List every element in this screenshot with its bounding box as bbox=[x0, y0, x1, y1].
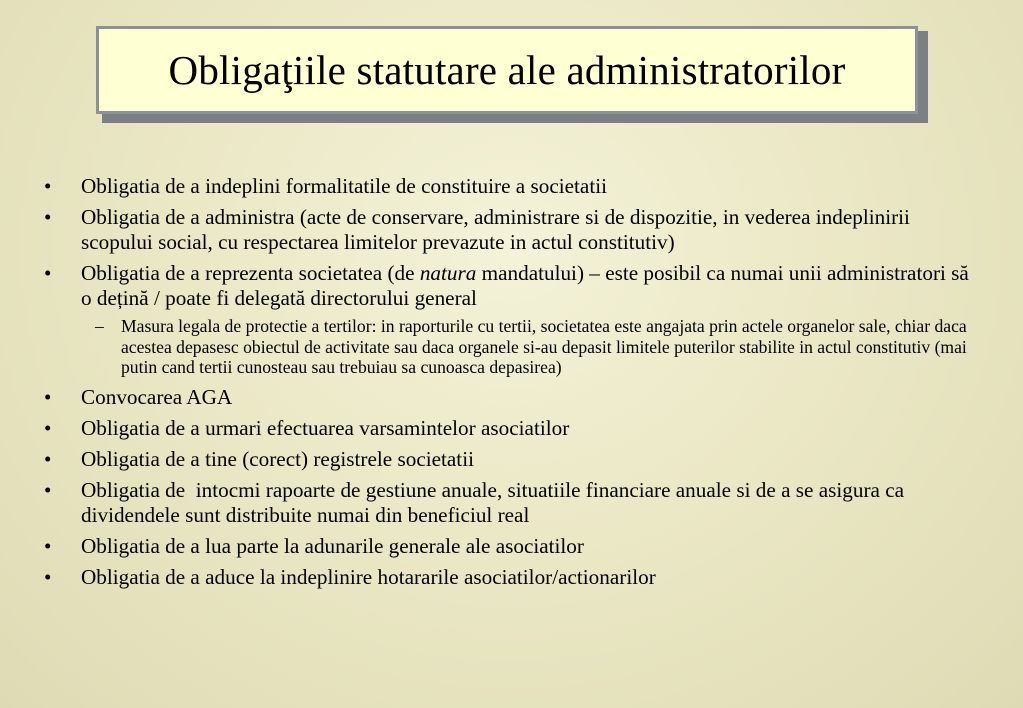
sub-bullet-text: Masura legala de protectie a tertilor: in raporturile cu tertii, societatea este angajata prin actele organelor sale, chiar daca acestea depasesc obiectul de activitate sau daca organele si-au depasit limitele puterilor stabilite in actul constitutiv (mai putin cand tertii cunosteau sau trebuiau sa cunoasca depasirea) bbox=[121, 316, 967, 377]
bullet-marker: • bbox=[44, 564, 52, 589]
bullet-marker: • bbox=[44, 446, 52, 471]
bullet-text: Obligatia de a administra (acte de conservare, administrare si de dispozitie, in vederea indeplinirii scopului social, cu respectarea limitelor prevazute in actul constitutiv) bbox=[81, 205, 910, 254]
bullet-item bbox=[44, 385, 974, 410]
bullet-marker: • bbox=[44, 415, 52, 440]
bullet-marker: • bbox=[44, 261, 52, 285]
sub-bullet-marker: – bbox=[95, 316, 104, 336]
bullet-text: Obligatia de intocmi rapoarte de gestiune anuale, situatiile financiare anuale si de a se asigura ca dividendele sunt distribuite numai din beneficiul real bbox=[81, 477, 910, 527]
bullet-text: Obligatia de a lua parte la adunarile generale ale asociatilor bbox=[81, 533, 584, 558]
bullet-marker: • bbox=[44, 205, 52, 229]
bullet-item bbox=[44, 447, 974, 472]
bullet-text: Obligatia de a tine (corect) registrele societatii bbox=[81, 446, 474, 471]
bullet-text: Obligatia de a urmari efectuarea varsamintelor asociatilor bbox=[81, 415, 570, 440]
bullet-text-italic: natura bbox=[419, 261, 477, 285]
bullet-item bbox=[44, 565, 974, 590]
bullet-item bbox=[44, 261, 974, 311]
bullet-marker: • bbox=[44, 533, 52, 558]
bullet-item bbox=[44, 174, 974, 199]
bullet-item bbox=[44, 205, 974, 255]
bullet-marker: • bbox=[44, 384, 52, 409]
bullet-marker: • bbox=[44, 477, 52, 502]
bullet-text-after: mandatului) – este posibil ca numai unii administratori să o dețină / poate fi delegată directorului general bbox=[81, 261, 969, 310]
bullet-item bbox=[44, 416, 974, 441]
bullet-text-before: Obligatia de a reprezenta societatea (de bbox=[81, 261, 420, 285]
bullet-text: Convocarea AGA bbox=[81, 384, 233, 409]
slide-title: Obligaţiile statutare ale administratorilor bbox=[168, 47, 846, 93]
sub-bullet-item bbox=[81, 316, 974, 378]
bullet-item bbox=[44, 534, 974, 559]
bullet-text: Obligatia de a indeplini formalitatile de constituire a societatii bbox=[81, 174, 607, 198]
bullet-text: Obligatia de a aduce la indeplinire hotararile asociatilor/actionarilor bbox=[81, 564, 656, 589]
bullet-marker: • bbox=[44, 174, 52, 198]
title-box bbox=[96, 26, 918, 114]
bullet-item bbox=[44, 478, 974, 528]
bullet-list bbox=[44, 174, 974, 596]
